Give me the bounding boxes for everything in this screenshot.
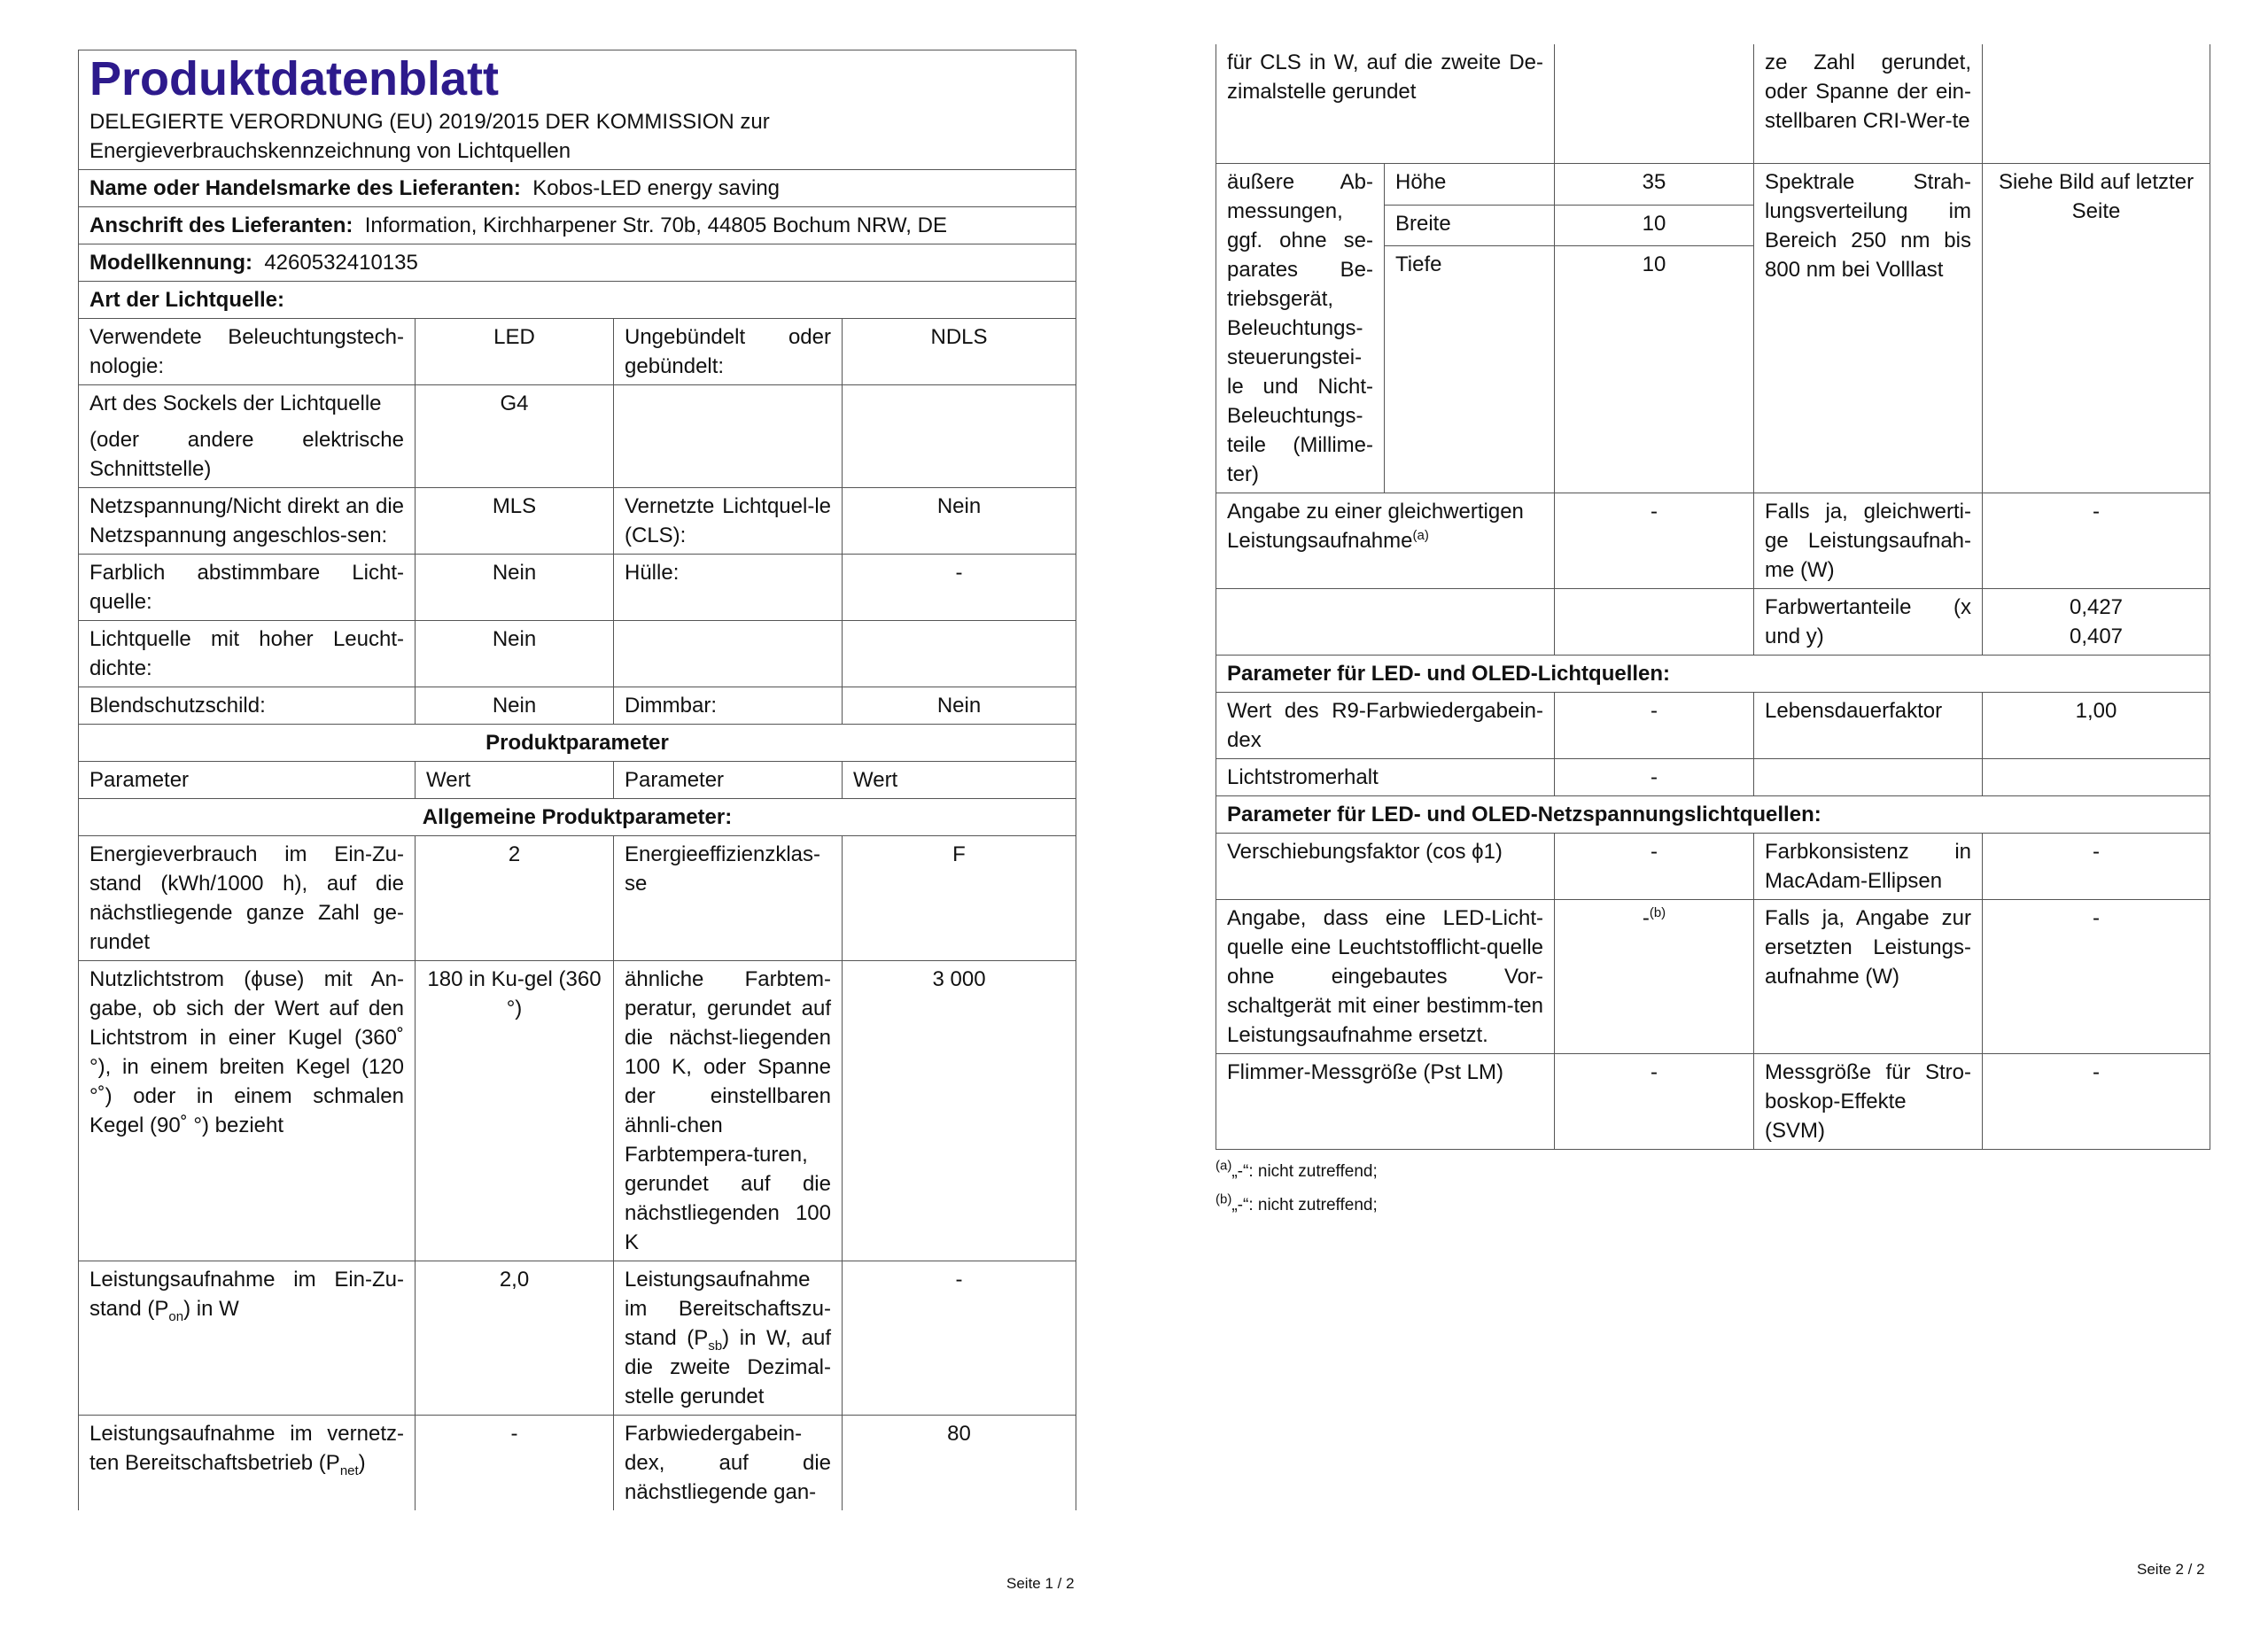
empty-cell [1216,589,1555,656]
r9-label: Wert des R9-Farbwiedergabein-dex [1216,693,1555,759]
psb-label-text: Leistungsaufnahme im Bereitschaftszu-stand (P [625,1268,831,1350]
datasheet-table-page-1 [78,50,1076,1510]
chromaticity-x: 0,427 [2069,595,2124,619]
lumen-maintenance-value: - [1555,759,1754,796]
equivalent-power-text: Angabe zu einer gleichwertigen Leistungsaufnahme [1227,500,1524,553]
model-label: Modellkennung: [89,251,252,275]
empty-cell [1555,589,1754,656]
pon-label [79,1261,416,1416]
displacement-factor-label: Verschiebungsfaktor (cos ϕ1) [1216,834,1555,900]
column-header-parameter: Parameter [79,762,416,799]
hlls-label: Lichtquelle mit hoher Leucht-dichte: [79,621,416,687]
supplier-address-value: Information, Kirchharpener Str. 70b, 44805 Bochum NRW, DE [364,213,947,237]
footnote-a-text: „-“: nicht zutreffend; [1231,1162,1378,1181]
flux-value: 180 in Ku-gel (360 °) [416,961,614,1261]
pon-label-suffix: ) in W [183,1297,239,1321]
mains-label: Netzspannung/Nicht direkt an die Netzspannung angeschlos-sen: [79,488,416,555]
flicker-label: Flimmer-Messgröße (Pst LM) [1216,1054,1555,1150]
empty-cell [614,621,843,687]
supplier-address-row [79,207,1076,244]
class-label: Energieeffizienzklas-se [614,836,843,961]
page-2-footer: Seite 2 / 2 [2137,1561,2205,1578]
height-value: 35 [1555,164,1754,206]
product-params-header: Produktparameter [79,725,1076,762]
general-params-header: Allgemeine Produktparameter: [79,799,1076,836]
energy-value: 2 [416,836,614,961]
empty-cell [1983,759,2210,796]
replacement-claim-dash: - [1642,906,1650,930]
equivalent-power-value: - [1555,493,1754,589]
pnet-label-text: Leistungsaufnahme im vernetz-ten Bereitschaftsbetrieb (P [89,1422,404,1475]
dimmable-label: Dimmbar: [614,687,843,725]
cct-value: 3 000 [843,961,1076,1261]
column-header-value: Wert [416,762,614,799]
empty-cell [1983,44,2210,164]
psb-subscript: sb [708,1338,723,1354]
supplier-name-row [79,170,1076,207]
cap-label-cell [79,385,416,488]
footnote-b-marker: (b) [1216,1191,1232,1207]
page-1 [78,50,1076,1510]
width-value: 10 [1555,205,1754,246]
technology-label: Verwendete Beleuchtungstech-nologie: [79,319,416,385]
r9-value: - [1555,693,1754,759]
energy-label: Energieverbrauch im Ein-Zu-stand (kWh/1000 h), auf die nächstliegende ganze Zahl ge-rundet [79,836,416,961]
pon-value: 2,0 [416,1261,614,1416]
psb-label-suffix: ) in W, auf die zweite Dezimal-stelle gerundet [625,1326,831,1408]
supplier-name-value: Kobos-LED energy saving [532,176,781,200]
light-type-header: Art der Lichtquelle: [79,282,1076,319]
empty-cell [1754,759,1983,796]
psb-value: - [843,1261,1076,1416]
dimmable-value: Nein [843,687,1076,725]
stroboscopic-value: - [1983,1054,2210,1150]
model-row [79,244,1076,282]
directional-value: NDLS [843,319,1076,385]
pon-label-text: Leistungsaufnahme im Ein-Zu-stand (P [89,1268,404,1321]
stroboscopic-label: Messgröße für Stro-boskop-Effekte (SVM) [1754,1054,1983,1150]
cls-label: Vernetzte Lichtquel-le (CLS): [614,488,843,555]
replacement-claim-label: Angabe, dass eine LED-Licht-quelle eine Leuchtstofflicht-quelle ohne eingebautes Vor-schaltgerät mit einer bestimm-ten Leistungsaufnahme ersetzt. [1216,900,1555,1054]
empty-cell [843,385,1076,488]
cap-value: G4 [416,385,614,488]
page-2 [1216,44,2210,1222]
footnote-ref-a: (a) [1412,528,1429,543]
footnote-b-text: „-“: nicht zutreffend; [1231,1196,1378,1214]
empty-cell [843,621,1076,687]
hlls-value: Nein [416,621,614,687]
spectral-label: Spektrale Strah-lungsverteilung im Bereich 250 nm bis 800 nm bei Volllast [1754,164,1983,493]
class-value: F [843,836,1076,961]
ifyes-equivalent-value: - [1983,493,2210,589]
chromaticity-y: 0,407 [2069,625,2124,648]
flicker-value: - [1555,1054,1754,1150]
height-label: Höhe [1385,164,1555,206]
cap-label-line-2: (oder andere elektrische Schnittstelle) [89,428,404,481]
pnet-label-suffix: ) [358,1451,366,1475]
cri-value: 80 [843,1416,1076,1511]
width-label: Breite [1385,205,1555,246]
pnet-value: - [416,1416,614,1511]
led-params-header: Parameter für LED- und OLED-Lichtquellen: [1216,656,2210,693]
supplier-address-label: Anschrift des Lieferanten: [89,213,353,237]
equivalent-power-label [1216,493,1555,589]
column-header-value: Wert [843,762,1076,799]
dimensions-label: äußere Ab-messungen, ggf. ohne se-parates Be-triebsgerät, Beleuchtungs-steuerungstei-le und Nicht-Beleuchtungs-teile (Millime-ter) [1216,164,1385,493]
psb-label [614,1261,843,1416]
regulation-text: DELEGIERTE VERORDNUNG (EU) 2019/2015 DER KOMMISSION zur Energieverbrauchskennzeichnung von Lichtquellen [89,110,770,163]
replacement-claim-value [1555,900,1754,1054]
tunable-label: Farblich abstimmbare Licht-quelle: [79,555,416,621]
column-header-parameter: Parameter [614,762,843,799]
depth-value: 10 [1555,246,1754,493]
glare-label: Blendschutzschild: [79,687,416,725]
empty-cell [1555,44,1754,164]
depth-label: Tiefe [1385,246,1555,493]
color-consistency-value: - [1983,834,2210,900]
page-1-footer: Seite 1 / 2 [1006,1575,1075,1592]
glare-value: Nein [416,687,614,725]
cct-label: ähnliche Farbtem-peratur, gerundet auf die nächst-liegenden 100 K, oder Spanne der einstellbaren ähnli-chen Farbtempera-turen, gerundet auf die nächstliegenden 100 K [614,961,843,1261]
envelope-value: - [843,555,1076,621]
pon-subscript: on [168,1308,184,1324]
tunable-value: Nein [416,555,614,621]
empty-cell [614,385,843,488]
pnet-subscript: net [339,1462,359,1478]
continued-pnet-label: für CLS in W, auf die zweite De-zimalstelle gerundet [1216,44,1555,164]
mains-params-header: Parameter für LED- und OLED-Netzspannungslichtquellen: [1216,796,2210,834]
envelope-label: Hülle: [614,555,843,621]
footnote-a-marker: (a) [1216,1158,1232,1174]
chromaticity-label: Farbwertanteile (x und y) [1754,589,1983,656]
model-value: 4260532410135 [264,251,418,275]
footnote-ref-b: (b) [1649,905,1666,920]
pnet-label [79,1416,416,1511]
supplier-name-label: Name oder Handelsmarke des Lieferanten: [89,176,521,200]
header-cell [79,50,1076,170]
survival-factor-label: Lebensdauerfaktor [1754,693,1983,759]
flux-label: Nutzlichtstrom (ϕuse) mit An-gabe, ob sich der Wert auf den Lichtstrom in einer Kugel (360˚ °), in einem breiten Kegel (120 °˚) oder in einem schmalen Kegel (90˚ °) bezieht [79,961,416,1261]
cri-label: Farbwiedergabein-dex, auf die nächstliegende gan- [614,1416,843,1511]
ifyes-replacement-label: Falls ja, Angabe zur ersetzten Leistungs-aufnahme (W) [1754,900,1983,1054]
mains-value: MLS [416,488,614,555]
color-consistency-label: Farbkonsistenz in MacAdam-Ellipsen [1754,834,1983,900]
spectral-value: Siehe Bild auf letzter Seite [1983,164,2210,493]
lumen-maintenance-label: Lichtstromerhalt [1216,759,1555,796]
continued-cri-label: ze Zahl gerundet, oder Spanne der ein-stellbaren CRI-Wer-te [1754,44,1983,164]
directional-label: Ungebündelt oder gebündelt: [614,319,843,385]
ifyes-equivalent-label: Falls ja, gleichwerti-ge Leistungsaufnah-me (W) [1754,493,1983,589]
footnotes [1216,1155,2210,1222]
cls-value: Nein [843,488,1076,555]
ifyes-replacement-value: - [1983,900,2210,1054]
displacement-factor-value: - [1555,834,1754,900]
footnote-b [1216,1189,2210,1222]
footnote-a [1216,1155,2210,1189]
chromaticity-value [1983,589,2210,656]
survival-factor-value: 1,00 [1983,693,2210,759]
page-title: Produktdatenblatt [89,52,500,105]
technology-value: LED [416,319,614,385]
cap-label-line-1: Art des Sockels der Lichtquelle [89,392,382,415]
datasheet-table-page-2 [1216,44,2210,1150]
